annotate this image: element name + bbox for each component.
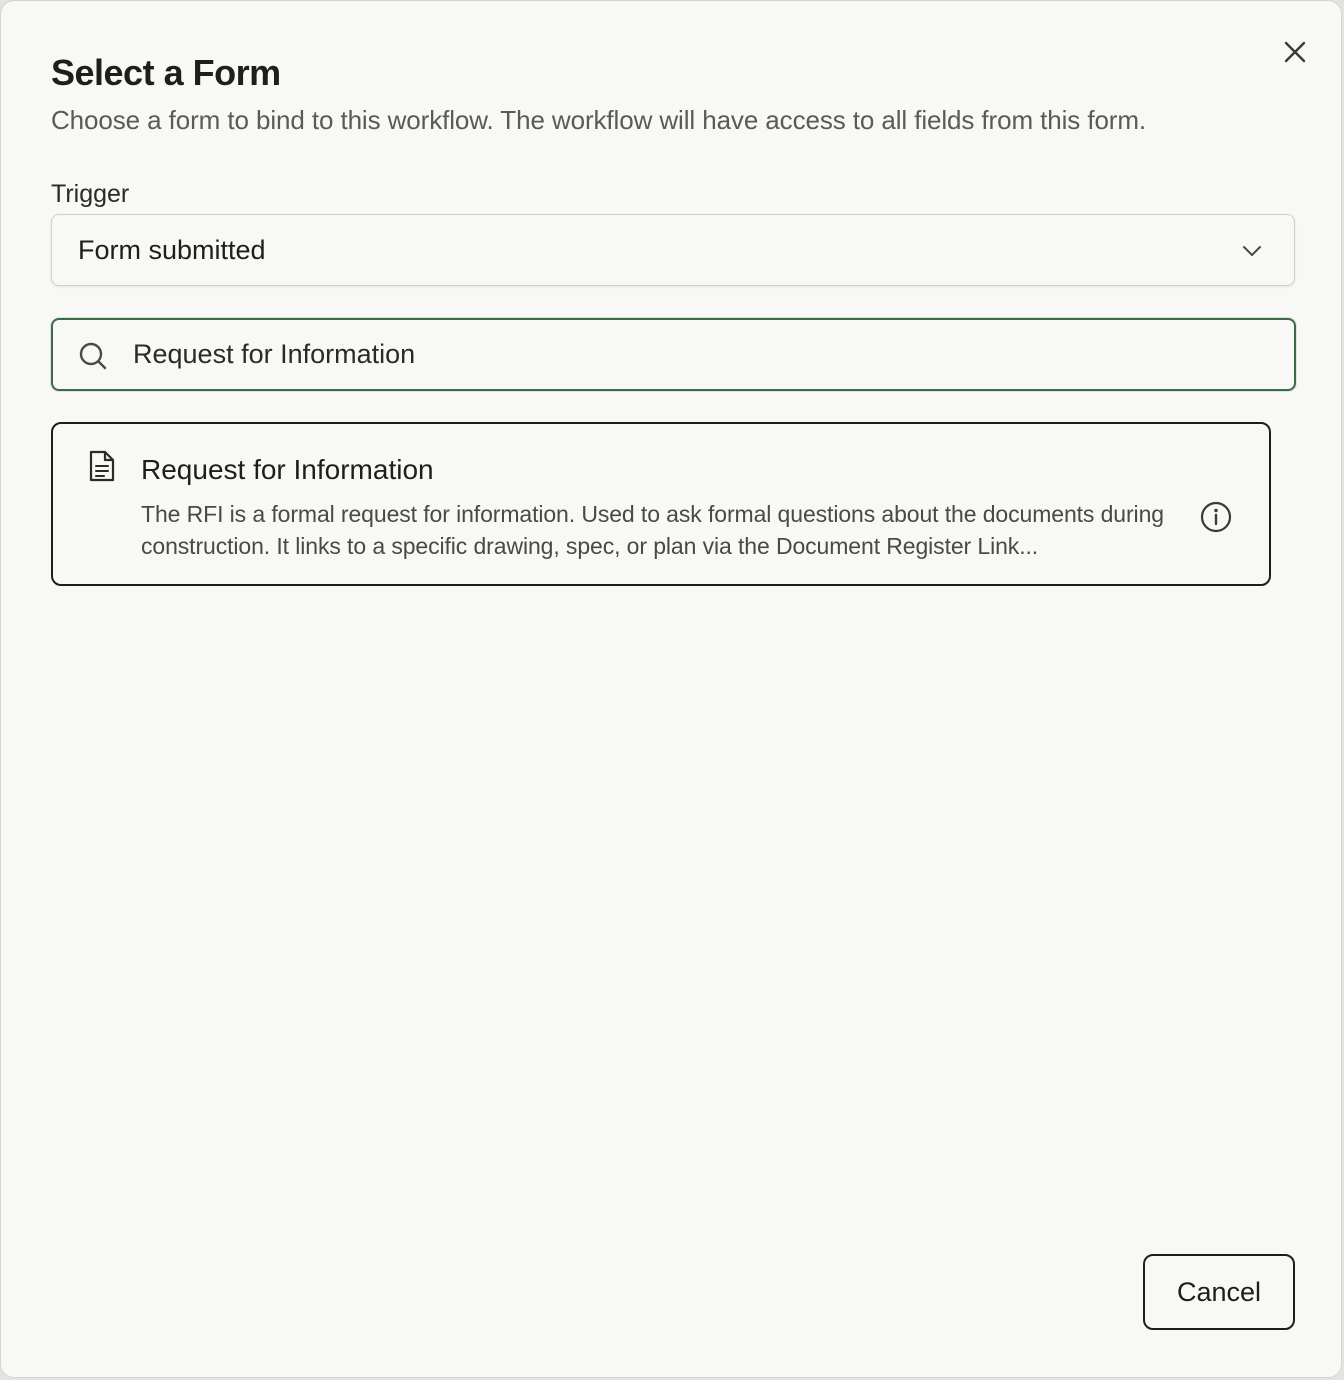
form-result-item[interactable] [51, 422, 1271, 586]
dialog-subtitle: Choose a form to bind to this workflow. The workflow will have access to all fields from this form. [51, 105, 1147, 135]
form-result-description: The RFI is a formal request for information. Used to ask formal questions about the documents during construction. It links to a specific drawing, spec, or plan via the Document Register Link... [141, 501, 1164, 559]
info-icon[interactable] [1199, 500, 1233, 534]
dialog-title: Select a Form [51, 52, 281, 93]
document-icon [87, 450, 117, 482]
chevron-down-icon [1240, 239, 1264, 263]
close-icon [1284, 41, 1306, 63]
search-input[interactable] [133, 334, 1273, 374]
form-result-title: Request for Information [141, 454, 434, 485]
search-icon [77, 340, 109, 372]
trigger-label: Trigger [51, 180, 130, 208]
trigger-select[interactable] [51, 214, 1295, 286]
search-field[interactable] [51, 318, 1296, 391]
trigger-selected-value: Form submitted [78, 235, 266, 265]
cancel-button[interactable]: Cancel [1143, 1254, 1295, 1330]
close-button[interactable] [1279, 36, 1311, 68]
